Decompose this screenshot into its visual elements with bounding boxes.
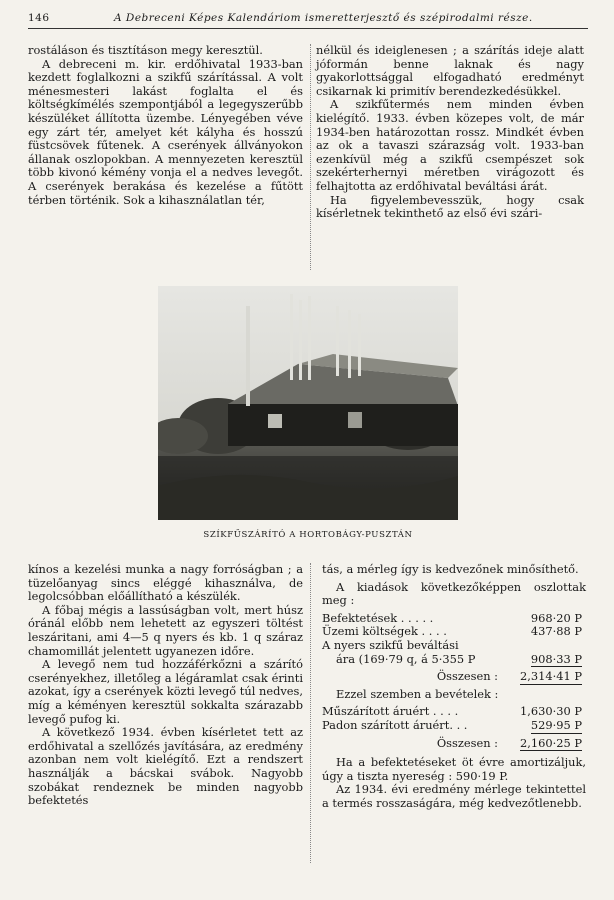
photo-illustration [158,286,458,520]
expenses-table [322,612,586,684]
paragraph: A következő 1934. évben kísérletet tett az erdőhivatal a szellőzés javítására, az eredmény azonban nem volt kielégítő. Ezt a rendszert használják a bácskai svábok. Nagyobb szobákat rendeznek be minden nagyobb befektetés [28,725,303,808]
table-row [322,705,586,719]
income-table [322,705,586,750]
row-label: Üzemi költségek . . . . [322,624,447,639]
row-value: 968·20 P [530,610,582,625]
bottom-right-column [322,563,586,811]
column-divider [310,44,311,270]
paragraph: A főbaj mégis a lassúságban volt, mert húsz óránál előbb nem lehetett az egyszeri töltést leszáritani, ami 4—5 q nyers és kb. 1 q száraz chamomillát jelentett ugyanezen időre. [28,602,303,658]
table-row [322,639,586,653]
paragraph: A levegő nem tud hozzáférkőzni a szárító cserényekhez, illetőleg a légáramlat csak érinti azokat, így a cserények közti levegő túl nedves, míg a kéményen keresztül sokkalta szárazabb levegő pufog ki. [28,657,303,726]
total-value: 2,314·41 P [519,669,582,684]
row-value: 529·95 P [530,717,582,732]
table-row [322,625,586,639]
page-number: 146 [28,12,50,24]
row-label: Befektetések . . . . . [322,610,434,625]
row-value: 908·33 P [530,651,582,666]
paragraph: tás, a mérleg így is kedvezőnek minősíthető. [322,562,579,576]
paragraph: nélkül és ideiglenesen ; a szárítás ideje alatt jóformán benne laknak és nagy gyakorlottsággal elfogadható eredményt csikarnak ki primitív berendezkedésükkel. [316,43,584,98]
top-left-column [28,44,303,207]
row-value: 437·88 P [530,624,582,639]
bottom-left-column [28,563,303,808]
top-right-column [316,44,584,221]
table-row [322,719,586,733]
paragraph: Ha figyelembevesszük, hogy csak kísérletnek tekinthető az első évi szári- [316,192,584,221]
running-header [28,12,588,29]
total-value: 2,160·25 P [519,735,582,750]
row-label: A nyers szikfű beváltási [322,637,459,652]
total-row [322,737,586,751]
row-label: Műszárított áruért . . . . [322,704,459,719]
paragraph: kínos a kezelési munka a nagy forróságban ; a tüzelőanyag sincs eléggé kihasználva, de legolcsóbban előállítható a készülék. [28,562,303,604]
total-label: Összesen : [436,669,498,684]
table-row [322,612,586,626]
header-title: A Debreceni Képes Kalendáriom ismeretterjesztő és szépirodalmi része. [114,12,533,24]
total-row [322,670,586,684]
paragraph: rostáláson és tisztításon megy keresztül. [28,43,263,57]
expenses-heading: A kiadások következőképpen oszlottak meg : [322,579,586,608]
total-label: Összesen : [436,735,498,750]
paragraph: Az 1934. évi eredmény mérlege tekintettel a termés rosszaságára, még kedvezőtlenebb. [322,782,586,810]
income-heading: Ezzel szemben a bevételek : [336,686,499,701]
row-label: Padon szárított áruért. . . [322,717,468,732]
table-row [322,653,586,667]
column-divider [310,563,311,863]
photo-drying-house [158,286,458,520]
row-label: ára (169·79 q, á 5·355 P [336,651,476,666]
paragraph: A debreceni m. kir. erdőhivatal 1933-ban kezdett foglalkozni a szikfű szárítással. A volt ménesmesteri lakást foglalta el és költségkímélés szempontjából a legegyszerűbb készüléket állította üzembe. Lényegében véve egy zárt tér, amelyet két kályha és hosszú füstcsövek fűtenek. A cserények állványokon állanak oszlopokban. A mennyezeten keresztül több kivonó kémény vonja el a nedves levegőt. A cserények berakása és kezelése a fűtött térben történik. Sok a kihasználatlan tér, [28,56,303,207]
photo-caption: SZÍKFŰSZÁRÍTÓ A HORTOBÁGY-PUSZTÁN [203,530,413,540]
paragraph: Ha a befektetéseket öt évre amortizáljuk, úgy a tiszta nyereség : 590·19 P. [322,755,586,783]
paragraph: A szikfűtermés nem minden évben kielégítő. 1933. évben közepes volt, de már 1934-ben határozottan rossz. Mindkét évben az ok a tavaszi szárazság volt. 1933-ban ezenkívül még a szikfű csempészet sok szekérterhernyi méretben virágozott és felhajtotta az erdőhivatal beváltási árát. [316,97,584,193]
row-value: 1,630·30 P [519,704,582,719]
